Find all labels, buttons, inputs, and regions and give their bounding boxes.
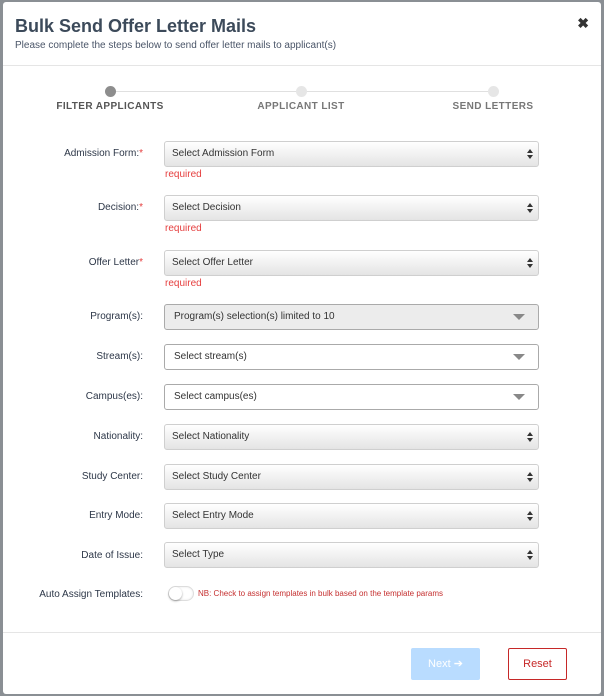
nationality-label: Nationality: bbox=[93, 431, 143, 442]
reset-button[interactable]: Reset bbox=[508, 648, 567, 680]
select-arrows-icon bbox=[527, 472, 533, 482]
decision-label: Decision:* bbox=[97, 202, 143, 213]
streams-multiselect[interactable]: Select stream(s) bbox=[164, 344, 539, 370]
modal-footer-divider bbox=[3, 632, 601, 633]
select-arrows-icon bbox=[527, 550, 533, 560]
decision-error: required bbox=[165, 223, 202, 234]
select-arrows-icon bbox=[527, 258, 533, 268]
offer-letter-select[interactable]: Select Offer Letter bbox=[164, 250, 539, 276]
select-arrows-icon bbox=[527, 149, 533, 159]
modal-title: Bulk Send Offer Letter Mails bbox=[15, 16, 257, 36]
admission-form-label: Admission Form:* bbox=[64, 148, 143, 159]
auto-assign-label: Auto Assign Templates: bbox=[39, 589, 143, 600]
step-label-filter-applicants[interactable]: FILTER APPLICANTS bbox=[56, 101, 164, 112]
study-center-label: Study Center: bbox=[81, 471, 143, 482]
offer-letter-error: required bbox=[165, 278, 202, 289]
admission-form-error: required bbox=[165, 169, 202, 180]
select-arrows-icon bbox=[527, 432, 533, 442]
step-dot-applicant-list[interactable] bbox=[296, 86, 307, 97]
auto-assign-toggle[interactable] bbox=[168, 586, 194, 601]
dropdown-caret-icon bbox=[513, 314, 525, 320]
dropdown-caret-icon bbox=[513, 394, 525, 400]
auto-assign-note: NB: Check to assign templates in bulk based on the template params bbox=[198, 589, 444, 598]
admission-form-select[interactable]: Select Admission Form bbox=[164, 141, 539, 167]
study-center-select[interactable]: Select Study Center bbox=[164, 464, 539, 490]
step-label-send-letters[interactable]: SEND LETTERS bbox=[452, 101, 534, 112]
nationality-select[interactable]: Select Nationality bbox=[164, 424, 539, 450]
modal-header bbox=[3, 2, 601, 66]
select-arrows-icon bbox=[527, 511, 533, 521]
select-arrows-icon bbox=[527, 203, 533, 213]
arrow-circle-right-icon: ➔ bbox=[453, 658, 463, 670]
next-button[interactable]: Next ➔ bbox=[411, 648, 480, 680]
date-of-issue-label: Date of Issue: bbox=[81, 550, 143, 561]
modal-subtitle: Please complete the steps below to send offer letter mails to applicant(s) bbox=[15, 40, 337, 51]
stepper bbox=[3, 82, 601, 122]
entry-mode-label: Entry Mode: bbox=[89, 510, 143, 521]
campuses-label: Campus(es): bbox=[85, 391, 143, 402]
bulk-send-modal bbox=[3, 2, 601, 694]
programs-multiselect[interactable]: Program(s) selection(s) limited to 10 bbox=[164, 304, 539, 330]
streams-label: Stream(s): bbox=[96, 351, 143, 362]
decision-select[interactable]: Select Decision bbox=[164, 195, 539, 221]
close-icon[interactable]: ✖ bbox=[577, 15, 589, 31]
date-of-issue-select[interactable]: Select Type bbox=[164, 542, 539, 568]
offer-letter-label: Offer Letter* bbox=[88, 257, 143, 268]
step-dot-filter-applicants[interactable] bbox=[105, 86, 116, 97]
programs-label: Program(s): bbox=[90, 311, 143, 322]
toggle-knob bbox=[169, 587, 182, 600]
entry-mode-select[interactable]: Select Entry Mode bbox=[164, 503, 539, 529]
step-label-applicant-list[interactable]: APPLICANT LIST bbox=[257, 101, 345, 112]
dropdown-caret-icon bbox=[513, 354, 525, 360]
campuses-multiselect[interactable]: Select campus(es) bbox=[164, 384, 539, 410]
step-dot-send-letters[interactable] bbox=[488, 86, 499, 97]
